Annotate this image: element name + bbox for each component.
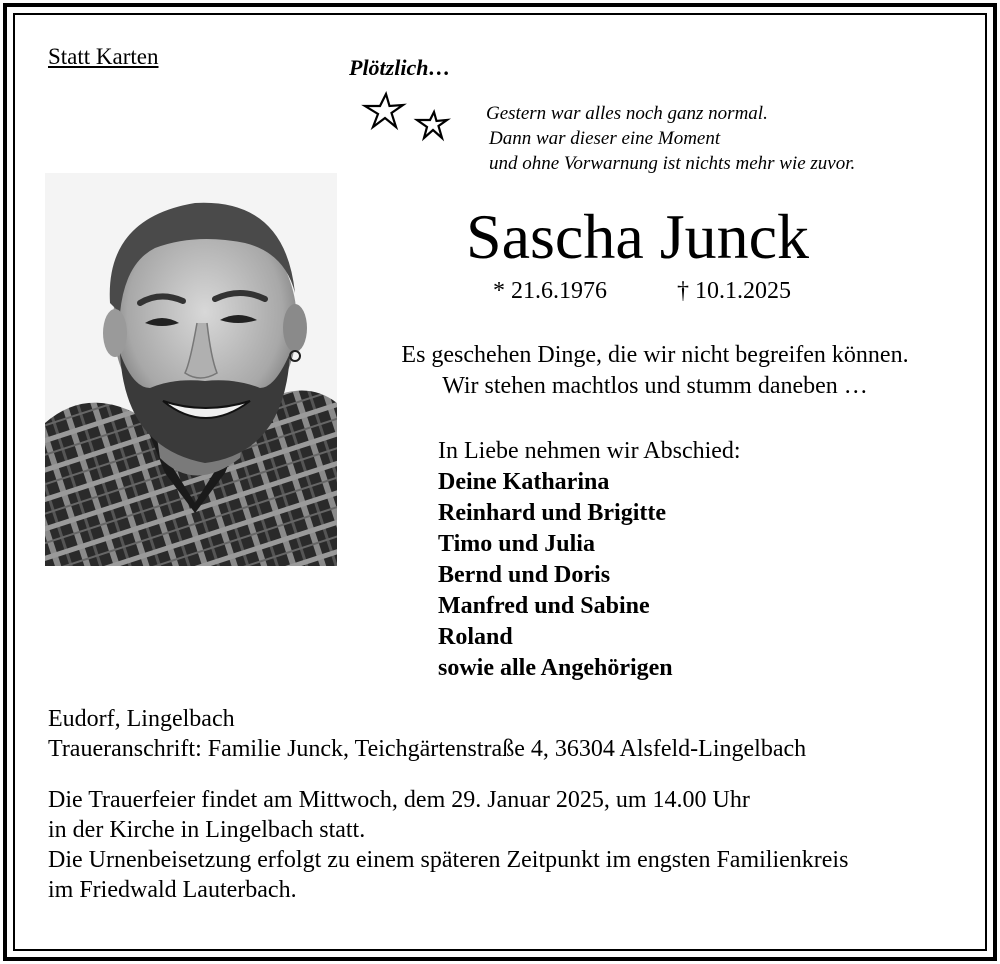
mourner-name: Reinhard und Brigitte bbox=[438, 500, 667, 526]
portrait-photo bbox=[45, 173, 337, 566]
death-date: † 10.1.2025 bbox=[677, 278, 791, 304]
mourner-name: sowie alle Angehörigen bbox=[438, 655, 673, 681]
mourners-list bbox=[438, 436, 741, 684]
mourner-name: Manfred und Sabine bbox=[438, 593, 650, 619]
stars-decoration bbox=[360, 88, 460, 150]
deceased-name: Sascha Junck bbox=[466, 201, 810, 272]
footer-info bbox=[48, 704, 848, 905]
place-line: Eudorf, Lingelbach bbox=[48, 706, 235, 732]
quote-line: Es geschehen Dinge, die wir nicht begreifen können. bbox=[401, 342, 909, 368]
poem bbox=[486, 101, 855, 176]
burial-line: Die Urnenbeisetzung erfolgt zu einem späteren Zeitpunkt im engsten Familienkreis bbox=[48, 847, 849, 873]
mourner-name: Roland bbox=[438, 624, 513, 650]
star-icon bbox=[417, 112, 447, 138]
ceremony-line: in der Kirche in Lingelbach statt. bbox=[48, 817, 366, 843]
star-icon bbox=[365, 94, 403, 127]
mourners-intro: In Liebe nehmen wir Abschied: bbox=[438, 438, 741, 464]
ceremony-line: Die Trauerfeier findet am Mittwoch, dem 29. Januar 2025, um 14.00 Uhr bbox=[48, 787, 750, 813]
address-line: Traueranschrift: Familie Junck, Teichgärtenstraße 4, 36304 Alsfeld-Lingelbach bbox=[48, 736, 807, 762]
birth-date: * 21.6.1976 bbox=[493, 278, 607, 304]
mourner-name: Timo und Julia bbox=[438, 531, 595, 557]
quote bbox=[360, 340, 950, 402]
poem-line: Dann war dieser eine Moment bbox=[489, 128, 721, 149]
mourner-name: Bernd und Doris bbox=[438, 562, 611, 588]
poem-line: und ohne Vorwarnung ist nichts mehr wie zuvor. bbox=[489, 153, 856, 174]
statt-karten-label: Statt Karten bbox=[48, 44, 159, 69]
burial-line: im Friedwald Lauterbach. bbox=[48, 877, 297, 903]
quote-line: Wir stehen machtlos und stumm daneben … bbox=[442, 373, 868, 399]
mourner-name: Deine Katharina bbox=[438, 469, 610, 495]
ploetzlich-heading: Plötzlich… bbox=[349, 55, 451, 80]
poem-line: Gestern war alles noch ganz normal. bbox=[486, 103, 768, 124]
